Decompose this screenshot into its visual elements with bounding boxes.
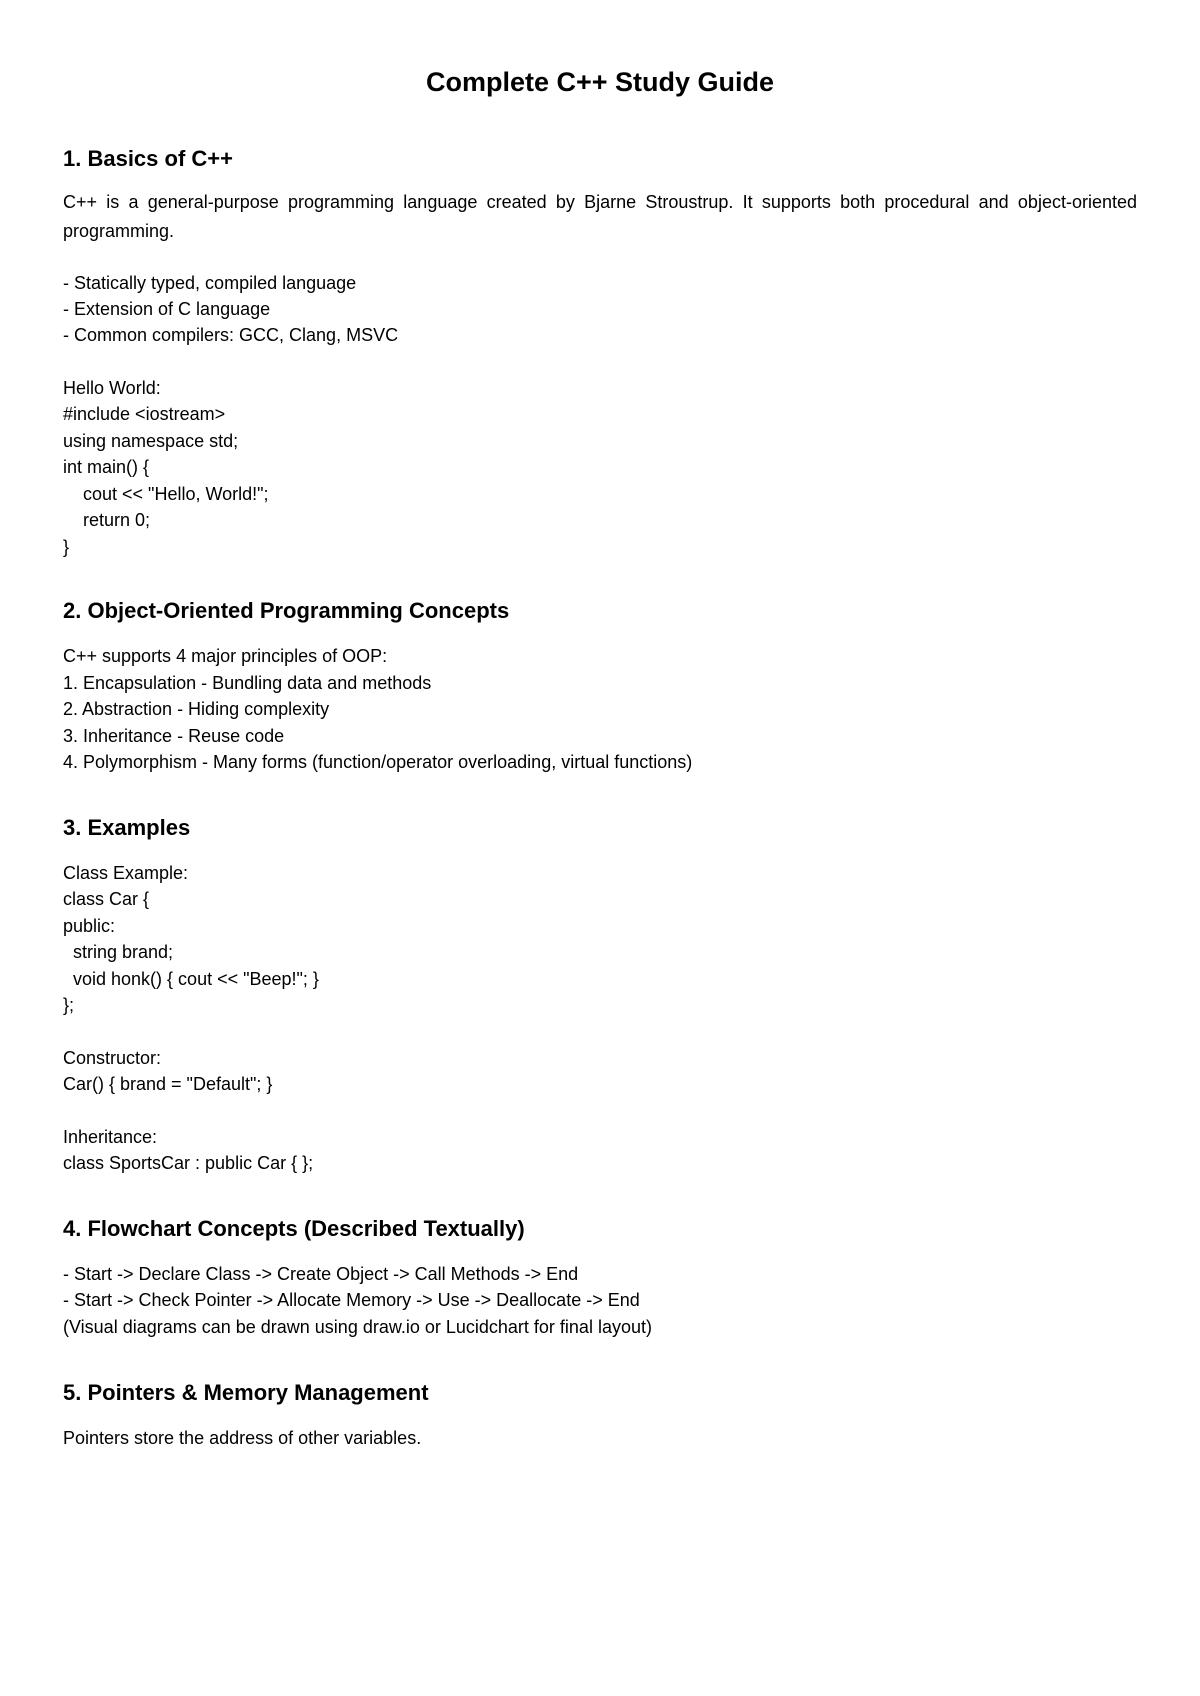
section-heading-pointers: 5. Pointers & Memory Management — [63, 1380, 429, 1405]
code-line: cout << "Hello, World!"; — [63, 484, 269, 504]
example-line: public: — [63, 916, 116, 936]
example-line: class Car { — [63, 889, 150, 909]
code-line: } — [63, 537, 70, 557]
flowchart-line: - Start -> Declare Class -> Create Object -> Call Methods -> End — [63, 1264, 579, 1284]
oop-line: 1. Encapsulation - Bundling data and methods — [63, 673, 432, 693]
code-line: int main() { — [63, 457, 150, 477]
pointers-text: Pointers store the address of other variables. — [63, 1428, 422, 1448]
flowchart-line: - Start -> Check Pointer -> Allocate Memory -> Use -> Deallocate -> End — [63, 1290, 640, 1310]
oop-line: 2. Abstraction - Hiding complexity — [63, 699, 330, 719]
code-line: return 0; — [63, 510, 151, 530]
section-heading-basics: 1. Basics of C++ — [63, 146, 233, 171]
example-line: string brand; — [63, 942, 174, 962]
constructor-code: Car() { brand = "Default"; } — [63, 1074, 273, 1094]
oop-line: 3. Inheritance - Reuse code — [63, 726, 285, 746]
list-item: - Extension of C language — [63, 299, 271, 319]
oop-line: C++ supports 4 major principles of OOP: — [63, 646, 388, 666]
example-line: void honk() { cout << "Beep!"; } — [63, 969, 319, 989]
list-item: - Statically typed, compiled language — [63, 273, 357, 293]
section-heading-oop: 2. Object-Oriented Programming Concepts — [63, 598, 510, 623]
oop-line: 4. Polymorphism - Many forms (function/operator overloading, virtual functions) — [63, 752, 693, 772]
code-line: #include <iostream> — [63, 404, 226, 424]
example-line: }; — [63, 995, 75, 1015]
code-line: using namespace std; — [63, 431, 239, 451]
section-heading-examples: 3. Examples — [63, 815, 191, 840]
example-line: Class Example: — [63, 863, 189, 883]
hello-world-label: Hello World: — [63, 378, 161, 398]
document-title: Complete C++ Study Guide — [425, 67, 775, 97]
flowchart-line: (Visual diagrams can be drawn using draw.io or Lucidchart for final layout) — [63, 1317, 652, 1337]
inheritance-label: Inheritance: — [63, 1127, 158, 1147]
constructor-label: Constructor: — [63, 1048, 162, 1068]
section-heading-flowchart: 4. Flowchart Concepts (Described Textually) — [63, 1216, 525, 1241]
list-item: - Common compilers: GCC, Clang, MSVC — [63, 325, 399, 345]
basics-intro-paragraph: C++ is a general-purpose programming language created by Bjarne Stroustrup. It supports both procedural and object-oriented programming. — [63, 192, 1137, 241]
inheritance-code: class SportsCar : public Car { }; — [63, 1153, 314, 1173]
